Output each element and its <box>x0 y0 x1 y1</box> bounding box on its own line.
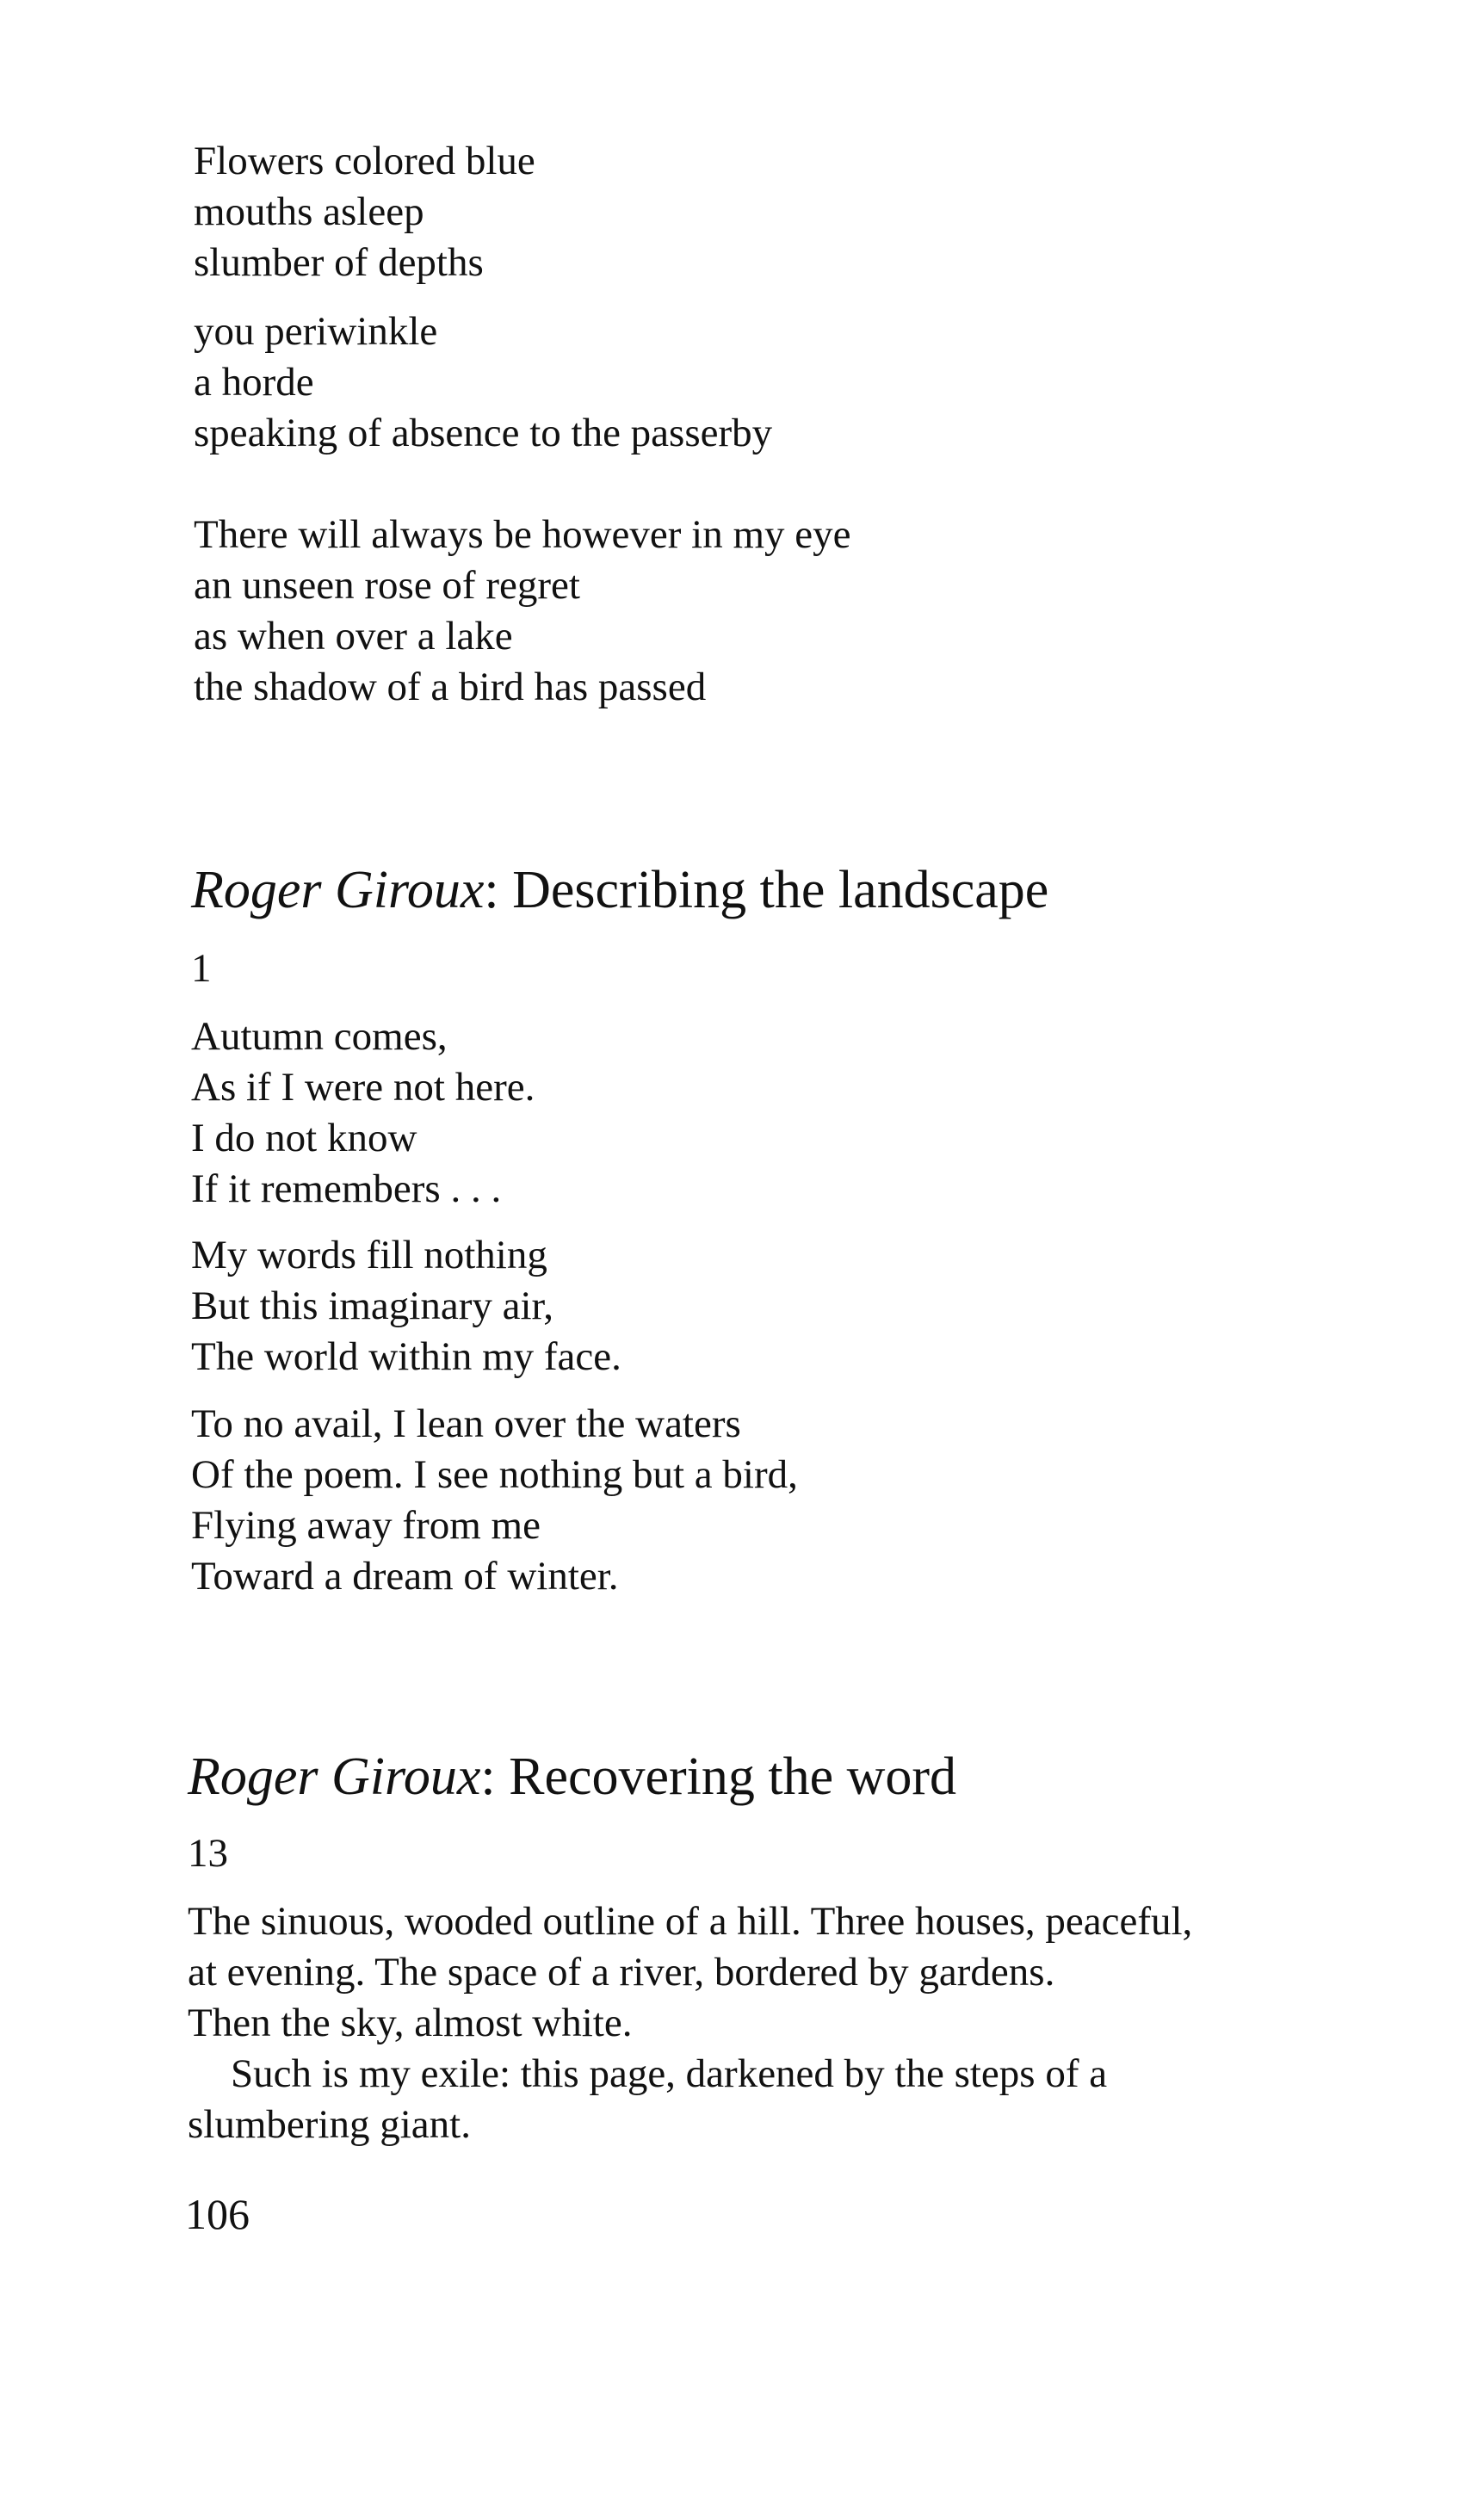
prose-line: The sinuous, wooded outline of a hill. Three houses, peaceful, <box>188 1899 1193 1944</box>
title-text: Recovering the word <box>495 1747 957 1806</box>
poem-line: My words fill nothing <box>191 1233 547 1277</box>
prose-line: Then the sky, almost white. <box>188 2001 633 2045</box>
author-name: Roger Giroux <box>191 861 485 919</box>
section-title <box>188 1744 956 1809</box>
poem-line: Autumn comes, <box>191 1014 448 1059</box>
prose-line: at evening. The space of a river, bordered by gardens. <box>188 1950 1055 1995</box>
poem-line: If it remembers . . . <box>191 1166 502 1211</box>
section-title <box>191 857 1048 923</box>
poem-stanza-2 <box>194 306 772 459</box>
poem-line: mouths asleep <box>194 189 424 234</box>
poem-line: There will always be however in my eye <box>194 512 851 557</box>
poem-line: an unseen rose of regret <box>194 563 580 608</box>
poem-line: But this imaginary air, <box>191 1283 554 1328</box>
poem-line: Flying away from me <box>191 1503 541 1548</box>
poem-stanza <box>191 1230 621 1382</box>
poem-line: Of the poem. I see nothing but a bird, <box>191 1452 798 1497</box>
prose-paragraph <box>188 2049 1358 2150</box>
poem-line: I do not know <box>191 1116 417 1160</box>
poem-stanza <box>191 1011 535 1215</box>
poem-line: you periwinkle <box>194 309 438 354</box>
prose-line: Such is my exile: this page, darkened by the steps of a <box>231 2051 1108 2096</box>
poem-line: as when over a lake <box>194 614 513 659</box>
poem-line: Toward a dream of winter. <box>191 1554 619 1599</box>
poem-line: the shadow of a bird has passed <box>194 665 707 709</box>
poem-stanza-1 <box>194 136 535 288</box>
poem-line: slumber of depths <box>194 240 484 285</box>
page-number: 106 <box>185 2190 250 2238</box>
title-separator: : <box>484 861 499 919</box>
poem-line: a horde <box>194 360 314 405</box>
prose-paragraph <box>188 1896 1358 2049</box>
poem-stanza-3 <box>194 510 850 713</box>
title-text: Describing the landscape <box>498 861 1049 919</box>
poem-line: The world within my face. <box>191 1334 621 1379</box>
prose-line: slumbering giant. <box>188 2102 471 2147</box>
poem-line: speaking of absence to the passerby <box>194 411 773 455</box>
section-number: 13 <box>188 1831 228 1876</box>
author-name: Roger Giroux <box>188 1747 481 1806</box>
poem-line: Flowers colored blue <box>194 139 535 183</box>
poem-line: To no avail, I lean over the waters <box>191 1401 741 1446</box>
poem-stanza <box>191 1399 798 1602</box>
title-separator: : <box>480 1747 496 1806</box>
section-number: 1 <box>191 946 212 991</box>
poem-line: As if I were not here. <box>191 1065 535 1110</box>
